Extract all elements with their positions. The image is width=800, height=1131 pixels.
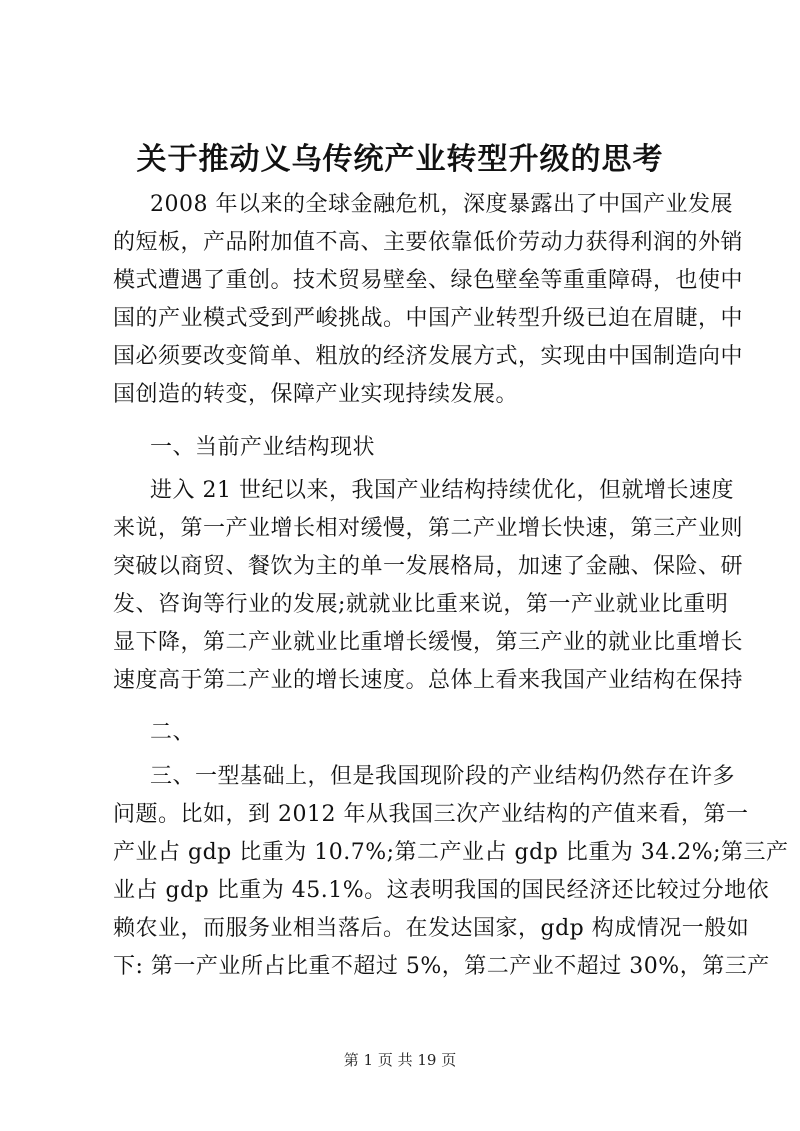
paragraph-line: 模式遭遇了重创。技术贸易壁垒、绿色壁垒等重重障碍，也使中 (113, 268, 744, 293)
paragraph-line: 下: 第一产业所占比重不超过 5%，第二产业不超过 30%，第三产 (113, 954, 770, 979)
paragraph-line: 的短板，产品附加值不高、主要依靠低价劳动力获得利润的外销 (113, 230, 744, 255)
paragraph-line: 突破以商贸、餐饮为主的单一发展格局，加速了金融、保险、研 (113, 554, 744, 579)
paragraph-line: 显下降，第二产业就业比重增长缓慢，第三产业的就业比重增长 (113, 630, 744, 655)
page-number: 第 1 页 共 19 页 (343, 1051, 457, 1069)
paragraph-line: 发、咨询等行业的发展;就就业比重来说，第一产业就业比重明 (113, 592, 729, 617)
paragraph-line: 三、一型基础上，但是我国现阶段的产业结构仍然存在许多 (150, 764, 736, 789)
paragraph-line: 来说，第一产业增长相对缓慢，第二产业增长快速，第三产业则 (113, 516, 744, 541)
paragraph-line: 问题。比如，到 2012 年从我国三次产业结构的产值来看，第一 (113, 802, 749, 827)
paragraph-line: 2008 年以来的全球金融危机，深度暴露出了中国产业发展 (150, 192, 733, 217)
paragraph-line: 业占 gdp 比重为 45.1%。这表明我国的国民经济还比较过分地依 (113, 878, 770, 903)
paragraph-line: 国创造的转变，保障产业实现持续发展。 (113, 382, 519, 407)
section-heading: 二、 (150, 720, 196, 745)
paragraph-line: 速度高于第二产业的增长速度。总体上看来我国产业结构在保持 (113, 668, 744, 693)
document-title: 关于推动义乌传统产业转型升级的思考 (136, 142, 664, 177)
paragraph-line: 赖农业，而服务业相当落后。在发达国家，gdp 构成情况一般如 (113, 916, 750, 941)
section-heading: 一、当前产业结构现状 (150, 435, 376, 460)
paragraph-line: 国的产业模式受到严峻挑战。中国产业转型升级已迫在眉睫，中 (113, 306, 744, 331)
paragraph-line: 国必须要改变简单、粗放的经济发展方式，实现由中国制造向中 (113, 344, 744, 369)
paragraph-line: 产业占 gdp 比重为 10.7%;第二产业占 gdp 比重为 34.2%;第三产 (113, 840, 789, 865)
paragraph-line: 进入 21 世纪以来，我国产业结构持续优化，但就增长速度 (150, 478, 734, 503)
